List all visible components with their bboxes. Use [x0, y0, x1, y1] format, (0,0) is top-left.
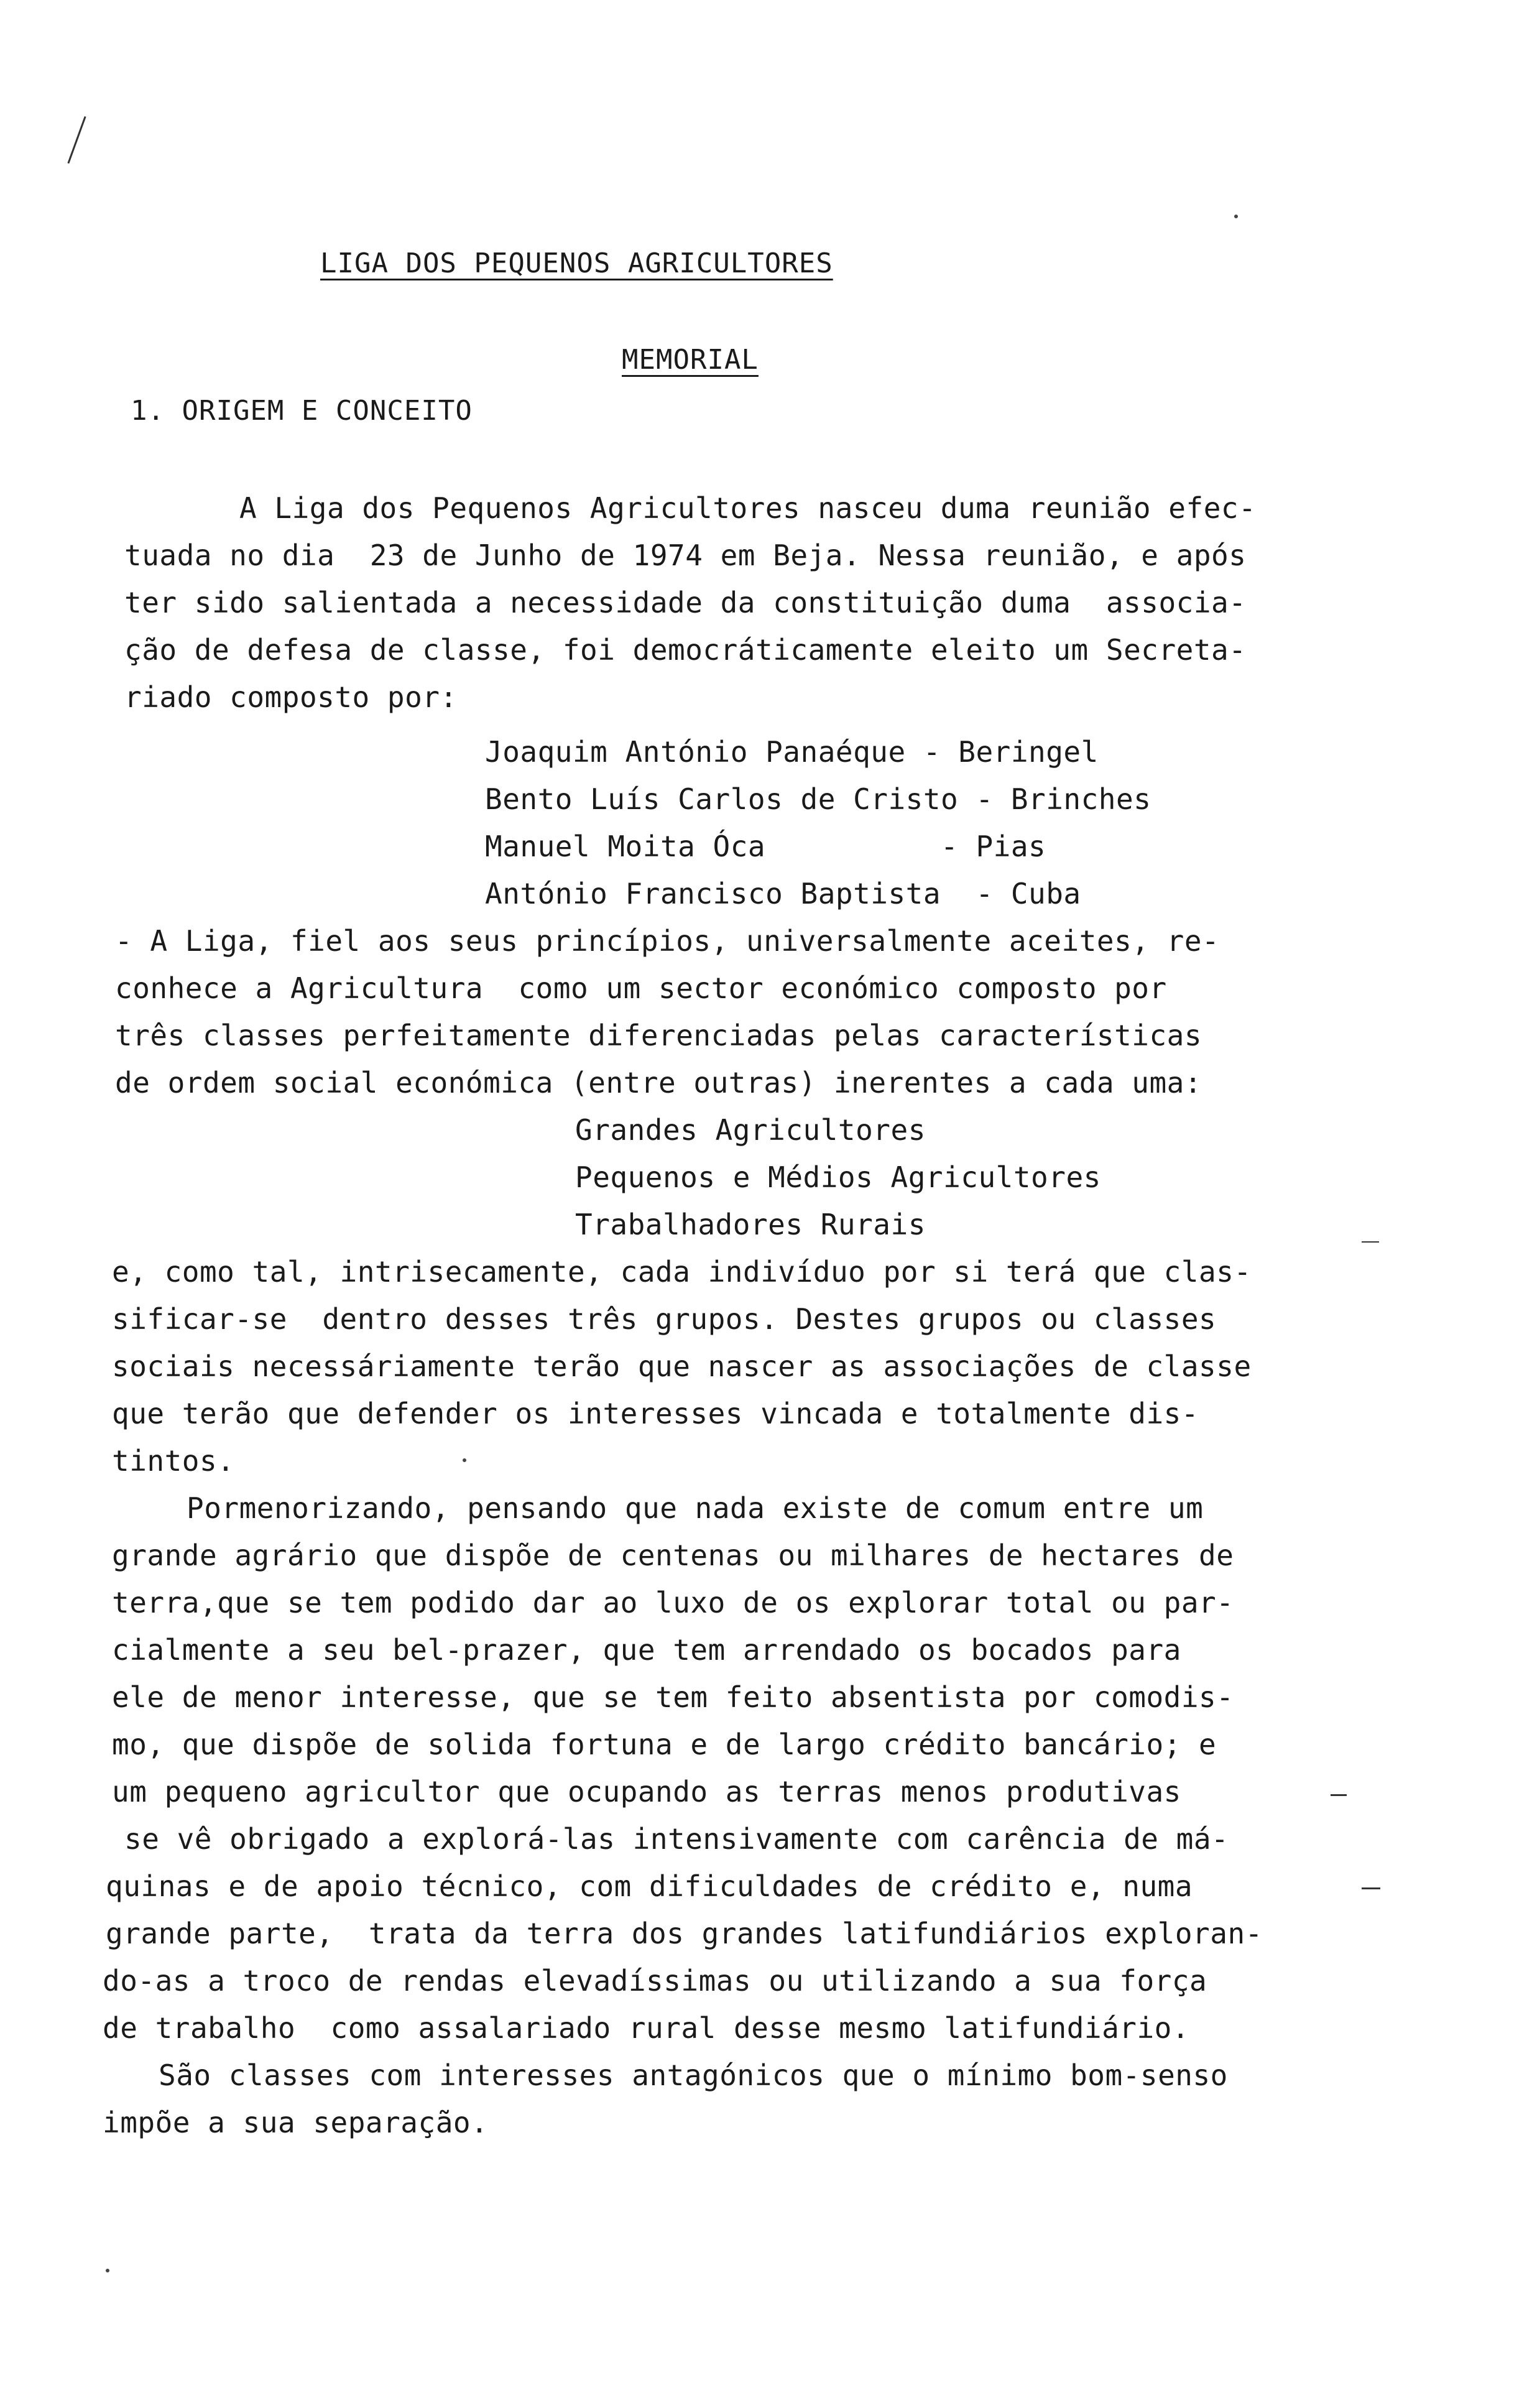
document-title: LIGA DOS PEQUENOS AGRICULTORES: [320, 248, 833, 279]
para3-line: sificar-se dentro desses três grupos. Destes grupos ou classes: [112, 1302, 1217, 1336]
para4-line: Pormenorizando, pensando que nada existe de comum entre um: [187, 1491, 1204, 1525]
para2-line: de ordem social económica (entre outras) inerentes a cada uma:: [115, 1066, 1202, 1100]
para5-line: São classes com interesses antagónicos que o mínimo bom-senso: [159, 2058, 1228, 2092]
speck: [463, 1458, 466, 1462]
member-entry: Manuel Moita Óca - Pias: [485, 830, 1046, 863]
para4-line: quinas e de apoio técnico, com dificuldades de crédito e, numa: [106, 1869, 1193, 1903]
para4-line: ele de menor interesse, que se tem feito absentista por comodis-: [112, 1680, 1234, 1714]
margin-dash: [1331, 1794, 1347, 1796]
para3-line: que terão que defender os interesses vincada e totalmente dis-: [112, 1397, 1199, 1430]
margin-dash: [1362, 1887, 1380, 1889]
para3-line: e, como tal, intrisecamente, cada indivíduo por si terá que clas-: [112, 1255, 1252, 1289]
para4-line: grande parte, trata da terra dos grandes latifundiários exploran-: [106, 1917, 1263, 1950]
class-entry: Pequenos e Médios Agricultores: [575, 1160, 1101, 1194]
class-entry: Grandes Agricultores: [575, 1113, 926, 1147]
speck: [1234, 215, 1238, 218]
speck: [106, 2269, 109, 2272]
para4-line: do-as a troco de rendas elevadíssimas ou utilizando a sua força: [103, 1964, 1207, 1998]
member-entry: António Francisco Baptista - Cuba: [485, 877, 1081, 910]
document-subtitle: MEMORIAL: [622, 344, 759, 376]
para1-line: tuada no dia 23 de Junho de 1974 em Beja. Nessa reunião, e após: [124, 539, 1247, 572]
para1-line: A Liga dos Pequenos Agricultores nasceu duma reunião efec-: [239, 491, 1257, 525]
section-heading: 1. ORIGEM E CONCEITO: [131, 395, 473, 427]
para4-line: mo, que dispõe de solida fortuna e de largo crédito bancário; e: [112, 1728, 1217, 1761]
pen-mark: [67, 116, 86, 164]
para3-line: sociais necessáriamente terão que nascer as associações de classe: [112, 1350, 1252, 1383]
para2-line: conhece a Agricultura como um sector económico composto por: [115, 971, 1167, 1005]
member-entry: Joaquim António Panaéque - Beringel: [485, 735, 1099, 769]
para5-line: impõe a sua separação.: [103, 2106, 489, 2139]
margin-dash: [1362, 1241, 1379, 1243]
para4-line: terra,que se tem podido dar ao luxo de os explorar total ou par-: [112, 1586, 1234, 1619]
class-entry: Trabalhadores Rurais: [575, 1208, 926, 1241]
para1-line: riado composto por:: [124, 680, 458, 714]
para1-line: ter sido salientada a necessidade da constituição duma associa-: [124, 586, 1247, 619]
para3-line: tintos.: [112, 1444, 235, 1478]
para4-line: cialmente a seu bel-prazer, que tem arrendado os bocados para: [112, 1633, 1181, 1667]
para4-line: se vê obrigado a explorá-las intensivamente com carência de má-: [124, 1822, 1229, 1856]
para4-line: de trabalho como assalariado rural desse mesmo latifundiário.: [103, 2011, 1190, 2045]
para1-line: ção de defesa de classe, foi democráticamente eleito um Secreta-: [124, 633, 1247, 667]
member-entry: Bento Luís Carlos de Cristo - Brinches: [485, 782, 1151, 816]
para4-line: grande agrário que dispõe de centenas ou milhares de hectares de: [112, 1539, 1234, 1572]
para4-line: um pequeno agricultor que ocupando as terras menos produtivas: [112, 1775, 1181, 1808]
para2-line: três classes perfeitamente diferenciadas pelas características: [115, 1019, 1202, 1052]
para2-line: - A Liga, fiel aos seus princípios, universalmente aceites, re-: [115, 924, 1220, 958]
